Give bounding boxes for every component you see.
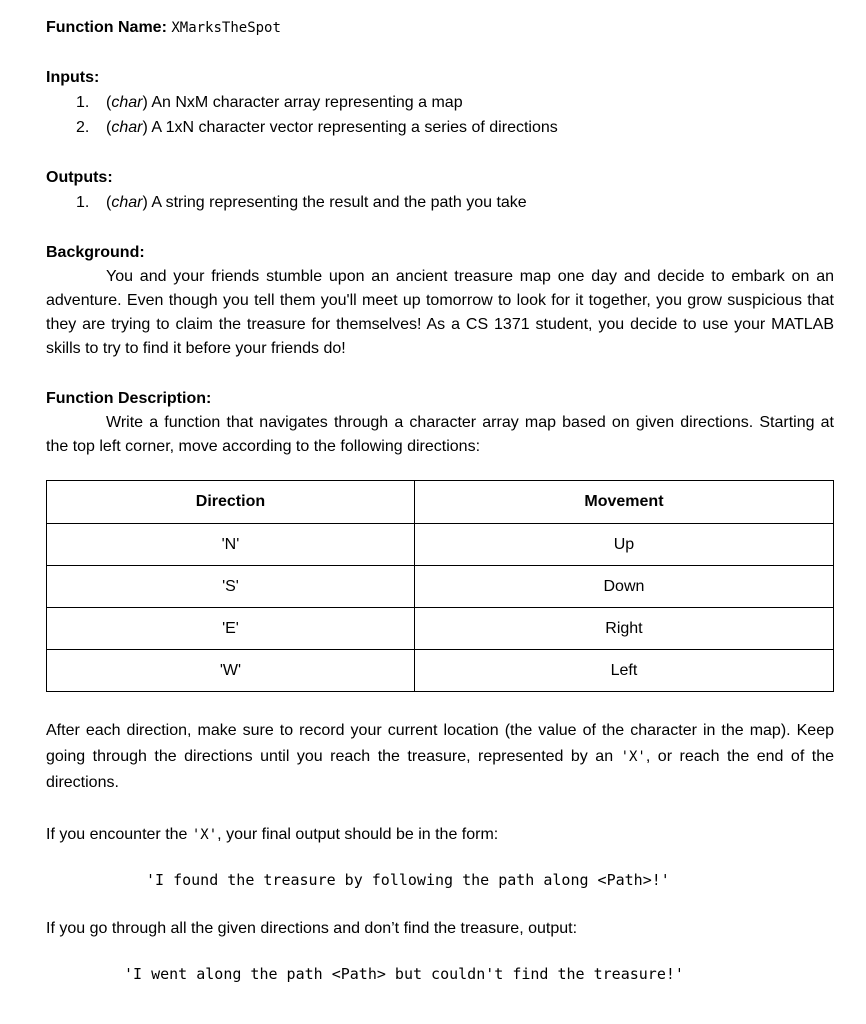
- not-found-paragraph: If you go through all the given directions and don’t find the treasure, output:: [46, 920, 578, 937]
- table-row: [47, 566, 834, 608]
- table-header-movement: Movement: [414, 481, 833, 524]
- directions-table: [46, 480, 834, 692]
- background-heading: Background:: [46, 244, 145, 261]
- type-label: char: [111, 119, 143, 136]
- inline-code: 'X': [191, 827, 218, 843]
- after-text-part: After each direction, make sure to record your current location (the value of the character in the map). Keep going through the directions until you reach the treasure, represented by an: [46, 722, 834, 765]
- list-number: 2.: [76, 119, 90, 136]
- document-page: [46, 16, 834, 986]
- list-text: A string representing the result and the path you take: [147, 194, 527, 211]
- list-number: 1.: [76, 94, 90, 111]
- table-cell: Up: [414, 524, 833, 566]
- after-direction-paragraph: [46, 718, 834, 796]
- list-text: A 1xN character vector representing a series of directions: [147, 119, 558, 136]
- description-paragraph: Write a function that navigates through a character array map based on given directions. Starting at the top left corner, move according to the following directions:: [46, 414, 834, 455]
- outputs-list: [46, 190, 834, 215]
- encounter-text-part: If you encounter the: [46, 826, 192, 843]
- table-row: [47, 650, 834, 692]
- table-cell: 'W': [47, 650, 415, 692]
- table-row: [47, 608, 834, 650]
- table-cell: Down: [414, 566, 833, 608]
- function-name: XMarksTheSpot: [171, 20, 281, 36]
- inline-code: 'X': [620, 749, 646, 765]
- list-item: 1. (char) An NxM character array representing a map: [46, 90, 834, 115]
- table-cell: 'N': [47, 524, 415, 566]
- not-found-output-code: 'I went along the path <Path> but couldn't find the treasure!': [124, 965, 684, 983]
- table-cell: Left: [414, 650, 833, 692]
- type-label: char: [111, 194, 143, 211]
- table-cell: 'S': [47, 566, 415, 608]
- table-header-row: [47, 481, 834, 524]
- encounter-paragraph: [46, 822, 834, 848]
- list-item: 2. (char) A 1xN character vector representing a series of directions: [46, 115, 834, 140]
- list-text: An NxM character array representing a map: [147, 94, 463, 111]
- encounter-text-part: , your final output should be in the form:: [217, 826, 499, 843]
- description-heading: Function Description:: [46, 390, 212, 407]
- list-number: 1.: [76, 194, 90, 211]
- list-item: 1. (char) A string representing the result and the path you take: [46, 190, 834, 215]
- background-paragraph: You and your friends stumble upon an ancient treasure map one day and decide to embark on an adventure. Even though you tell them you'll meet up tomorrow to look for it together, you grow suspicious that they are trying to claim the treasure for themselves! As a CS 1371 student, you decide to use your MATLAB skills to try to find it before your friends do!: [46, 268, 834, 357]
- table-cell: 'E': [47, 608, 415, 650]
- type-label: char: [111, 94, 143, 111]
- outputs-heading: Outputs:: [46, 169, 113, 186]
- inputs-list: [46, 90, 834, 140]
- function-name-label: Function Name:: [46, 19, 167, 36]
- table-header-direction: Direction: [47, 481, 415, 524]
- inputs-heading: Inputs:: [46, 69, 100, 86]
- table-cell: Right: [414, 608, 833, 650]
- after-text-part: , or reach the end of the directions.: [46, 748, 834, 791]
- found-output-code: 'I found the treasure by following the path along <Path>!': [146, 871, 670, 889]
- table-row: [47, 524, 834, 566]
- function-name-line: [46, 16, 834, 40]
